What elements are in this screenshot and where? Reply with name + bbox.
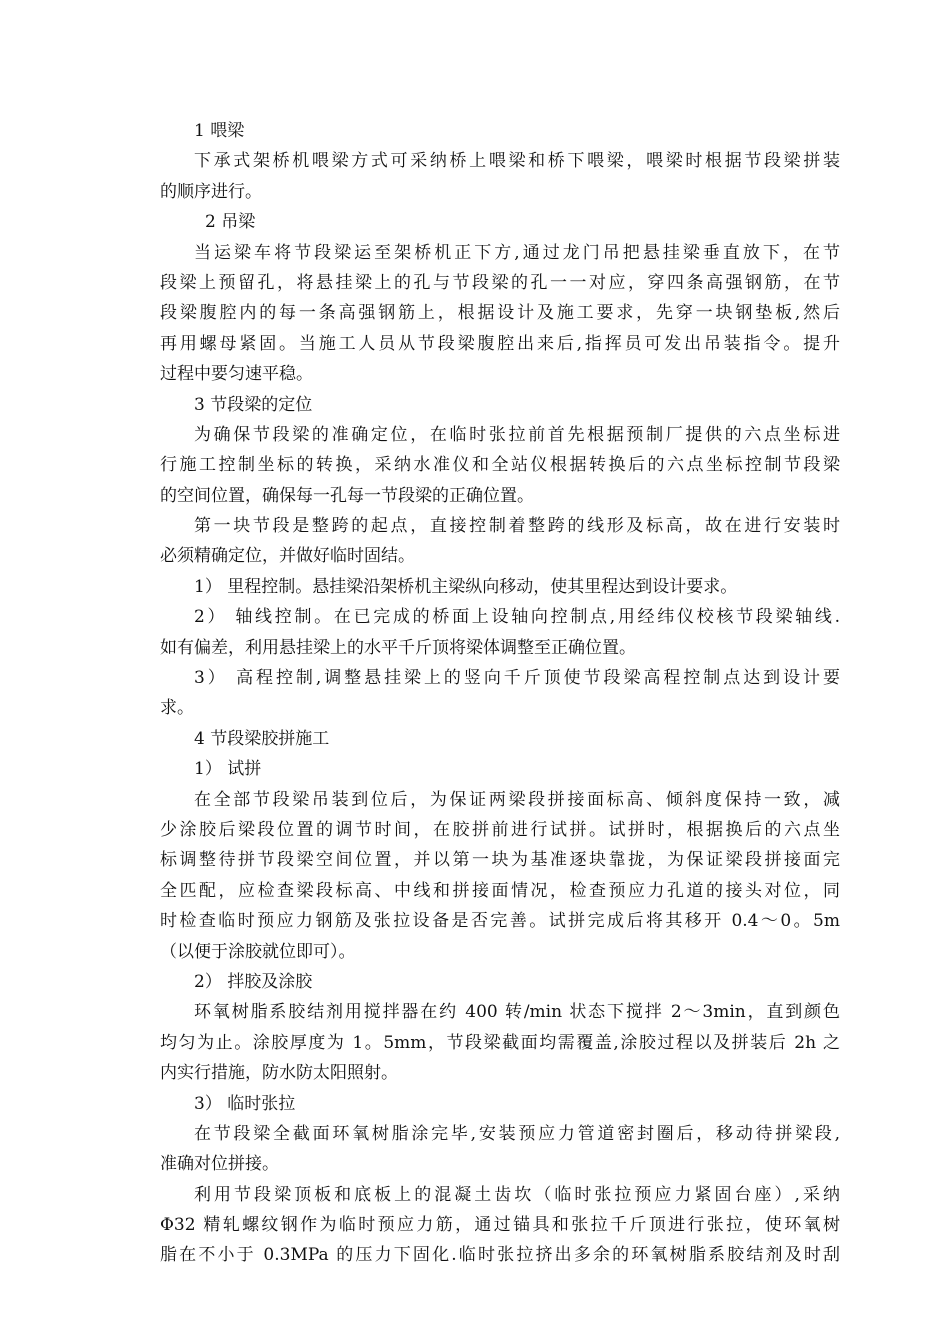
subsection-heading: 1） 试拼 — [194, 759, 262, 780]
paragraph-line: 时检查临时预应力钢筋及张拉设备是否完善。试拼完成后将其移开 0.4～0。5m — [160, 911, 840, 932]
paragraph-line: 准确对位拼接。 — [160, 1154, 279, 1175]
subsection-heading: 2） 拌胶及涂胶 — [194, 971, 313, 992]
paragraph-line: 必须精确定位，并做好临时固结。 — [160, 546, 415, 567]
paragraph-line: 脂在不小于 0.3MPa 的压力下固化.临时张拉挤出多余的环氧树脂系胶结剂及时刮 — [160, 1245, 840, 1266]
paragraph-line: 标调整待拼节段梁空间位置，并以第一块为基准逐块靠拢，为保证梁段拼接面完 — [160, 850, 840, 871]
paragraph-line: 如有偏差，利用悬挂梁上的水平千斤顶将梁体调整至正确位置。 — [160, 637, 636, 658]
list-item: 1） 里程控制。悬挂梁沿架桥机主梁纵向移动，使其里程达到设计要求。 — [194, 576, 738, 597]
section-heading: 3 节段梁的定位 — [194, 394, 313, 415]
paragraph-line: 过程中要匀速平稳。 — [160, 364, 313, 385]
paragraph-line: 在全部节段梁吊装到位后，为保证两梁段拼接面标高、倾斜度保持一致，减 — [194, 789, 840, 810]
paragraph-line: 环氧树脂系胶结剂用搅拌器在约 400 转/min 状态下搅拌 2～3min，直到颜色 — [194, 1002, 840, 1023]
document-body — [160, 116, 840, 1271]
paragraph-line: 再用螺母紧固。当施工人员从节段梁腹腔出来后,指挥员可发出吊装指令。提升 — [160, 333, 840, 354]
paragraph-line: 行施工控制坐标的转换，采纳水准仪和全站仪根据转换后的六点坐标控制节段梁 — [160, 455, 840, 476]
paragraph-line: 段梁上预留孔，将悬挂梁上的孔与节段梁的孔一一对应，穿四条高强钢筋，在节 — [160, 272, 840, 293]
paragraph-line: 内实行措施，防水防太阳照射。 — [160, 1063, 398, 1084]
paragraph-line: 利用节段梁顶板和底板上的混凝土齿坎（临时张拉预应力紧固台座）,采纳 — [194, 1184, 840, 1205]
paragraph-line: 全匹配，应检查梁段标高、中线和拼接面情况，检查预应力孔道的接头对位，同 — [160, 880, 840, 901]
section-heading: 4 节段梁胶拼施工 — [194, 728, 330, 749]
list-item: 2） 轴线控制。在已完成的桥面上设轴向控制点,用经纬仪校核节段梁轴线. — [194, 607, 840, 628]
paragraph-line: （以便于涂胶就位即可）。 — [160, 941, 356, 962]
subsection-heading: 3） 临时张拉 — [194, 1093, 296, 1114]
paragraph-line: 的空间位置，确保每一孔每一节段梁的正确位置。 — [160, 485, 534, 506]
paragraph-line: 段梁腹腔内的每一条高强钢筋上，根据设计及施工要求，先穿一块钢垫板,然后 — [160, 303, 840, 324]
paragraph-line: 求。 — [160, 698, 194, 719]
paragraph-line: Φ32 精轧螺纹钢作为临时预应力筋，通过锚具和张拉千斤顶进行张拉，使环氧树 — [160, 1215, 840, 1236]
paragraph-line: 的顺序进行。 — [160, 181, 262, 202]
paragraph-line: 当运梁车将节段梁运至架桥机正下方,通过龙门吊把悬挂梁垂直放下，在节 — [194, 242, 840, 263]
paragraph-line: 为确保节段梁的准确定位，在临时张拉前首先根据预制厂提供的六点坐标进 — [194, 424, 840, 445]
section-heading: 1 喂梁 — [194, 121, 245, 141]
paragraph-line: 在节段梁全截面环氧树脂涂完毕,安装预应力管道密封圈后，移动待拼梁段, — [194, 1123, 840, 1144]
paragraph-line: 第一块节段是整跨的起点，直接控制着整跨的线形及标高，故在进行安装时 — [194, 516, 840, 537]
section-heading: 2 吊梁 — [205, 212, 256, 233]
paragraph-line: 下承式架桥机喂梁方式可采纳桥上喂梁和桥下喂梁，喂梁时根据节段梁拼装 — [194, 151, 840, 172]
paragraph-line: 少涂胶后梁段位置的调节时间，在胶拼前进行试拼。试拼时，根据换后的六点坐 — [160, 819, 840, 840]
list-item: 3） 高程控制,调整悬挂梁上的竖向千斤顶使节段梁高程控制点达到设计要 — [194, 668, 840, 689]
paragraph-line: 均匀为止。涂胶厚度为 1。5mm，节段梁截面均需覆盖,涂胶过程以及拼装后 2h 之 — [160, 1032, 840, 1053]
